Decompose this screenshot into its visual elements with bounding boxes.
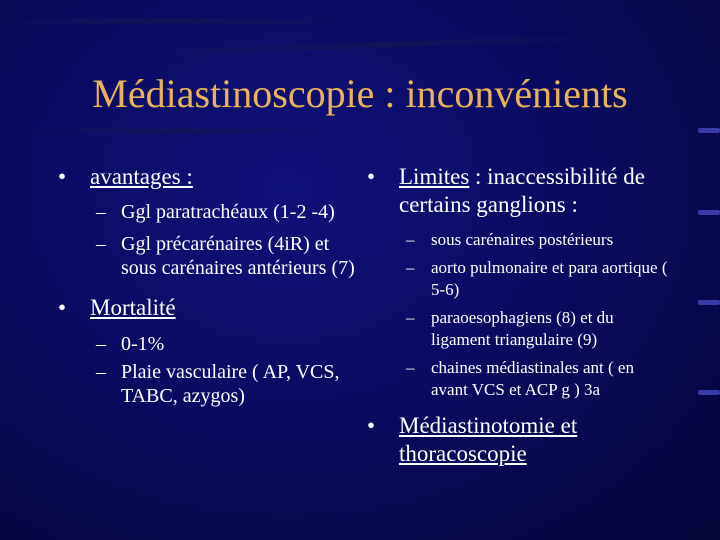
sub-item [367,307,670,351]
bullet-mortalite [58,294,358,322]
bullet-icon: • [367,164,376,189]
mortalite-label: Mortalité [90,295,176,320]
sub-item [367,229,670,251]
limites-text: : inaccessibilité de certains ganglions : [399,164,645,217]
dash-icon: – [406,258,415,277]
sub-item-text: Plaie vasculaire ( AP, VCS, TABC, azygos) [121,361,340,407]
dash-icon: – [96,333,106,355]
background-edge-tick [698,210,720,215]
background-streak [120,33,640,57]
bullet-icon: • [58,164,67,189]
left-column [58,163,358,408]
dash-icon: – [96,201,106,223]
background-edge-tick [698,390,720,395]
right-column [367,163,670,468]
sub-item-text: 0-1% [121,333,165,355]
sub-item [58,232,358,280]
sub-item-text: sous carénaires postérieurs [431,230,614,249]
dash-icon: – [406,308,415,327]
sub-item-text: aorto pulmonaire et para aortique ( 5-6) [431,258,668,299]
sub-item-text: Ggl paratrachéaux (1-2 -4) [121,201,335,223]
sub-item [367,257,670,301]
bullet-icon: • [58,295,67,320]
background-edge-tick [698,128,720,133]
sub-item-text: Ggl précarénaires (4iR) et sous carénaires antérieurs (7) [121,233,355,279]
bullet-limites [367,163,670,219]
bullet-avantages [58,163,358,191]
mediastinotomie-label: Médiastinotomie et thoracoscopie [399,413,578,466]
background-streak [30,128,330,134]
sub-item [58,360,358,408]
sub-item [58,332,358,356]
sub-item-text: paraoesophagiens (8) et du ligament triangulaire (9) [431,308,614,349]
dash-icon: – [406,230,415,249]
dash-icon: – [96,233,106,255]
background-streak [0,18,380,24]
avantages-label: avantages : [90,164,193,189]
slide-title: Médiastinoscopie : inconvénients [92,71,628,116]
background-edge-tick [698,300,720,305]
sub-item [58,200,358,224]
dash-icon: – [406,358,415,377]
bullet-icon: • [367,413,376,438]
sub-item [367,357,670,401]
limites-label: Limites [399,164,470,189]
bullet-mediastinotomie [367,412,670,468]
sub-item-text: chaines médiastinales ant ( en avant VCS et ACP g ) 3a [431,358,634,399]
dash-icon: – [96,361,106,383]
